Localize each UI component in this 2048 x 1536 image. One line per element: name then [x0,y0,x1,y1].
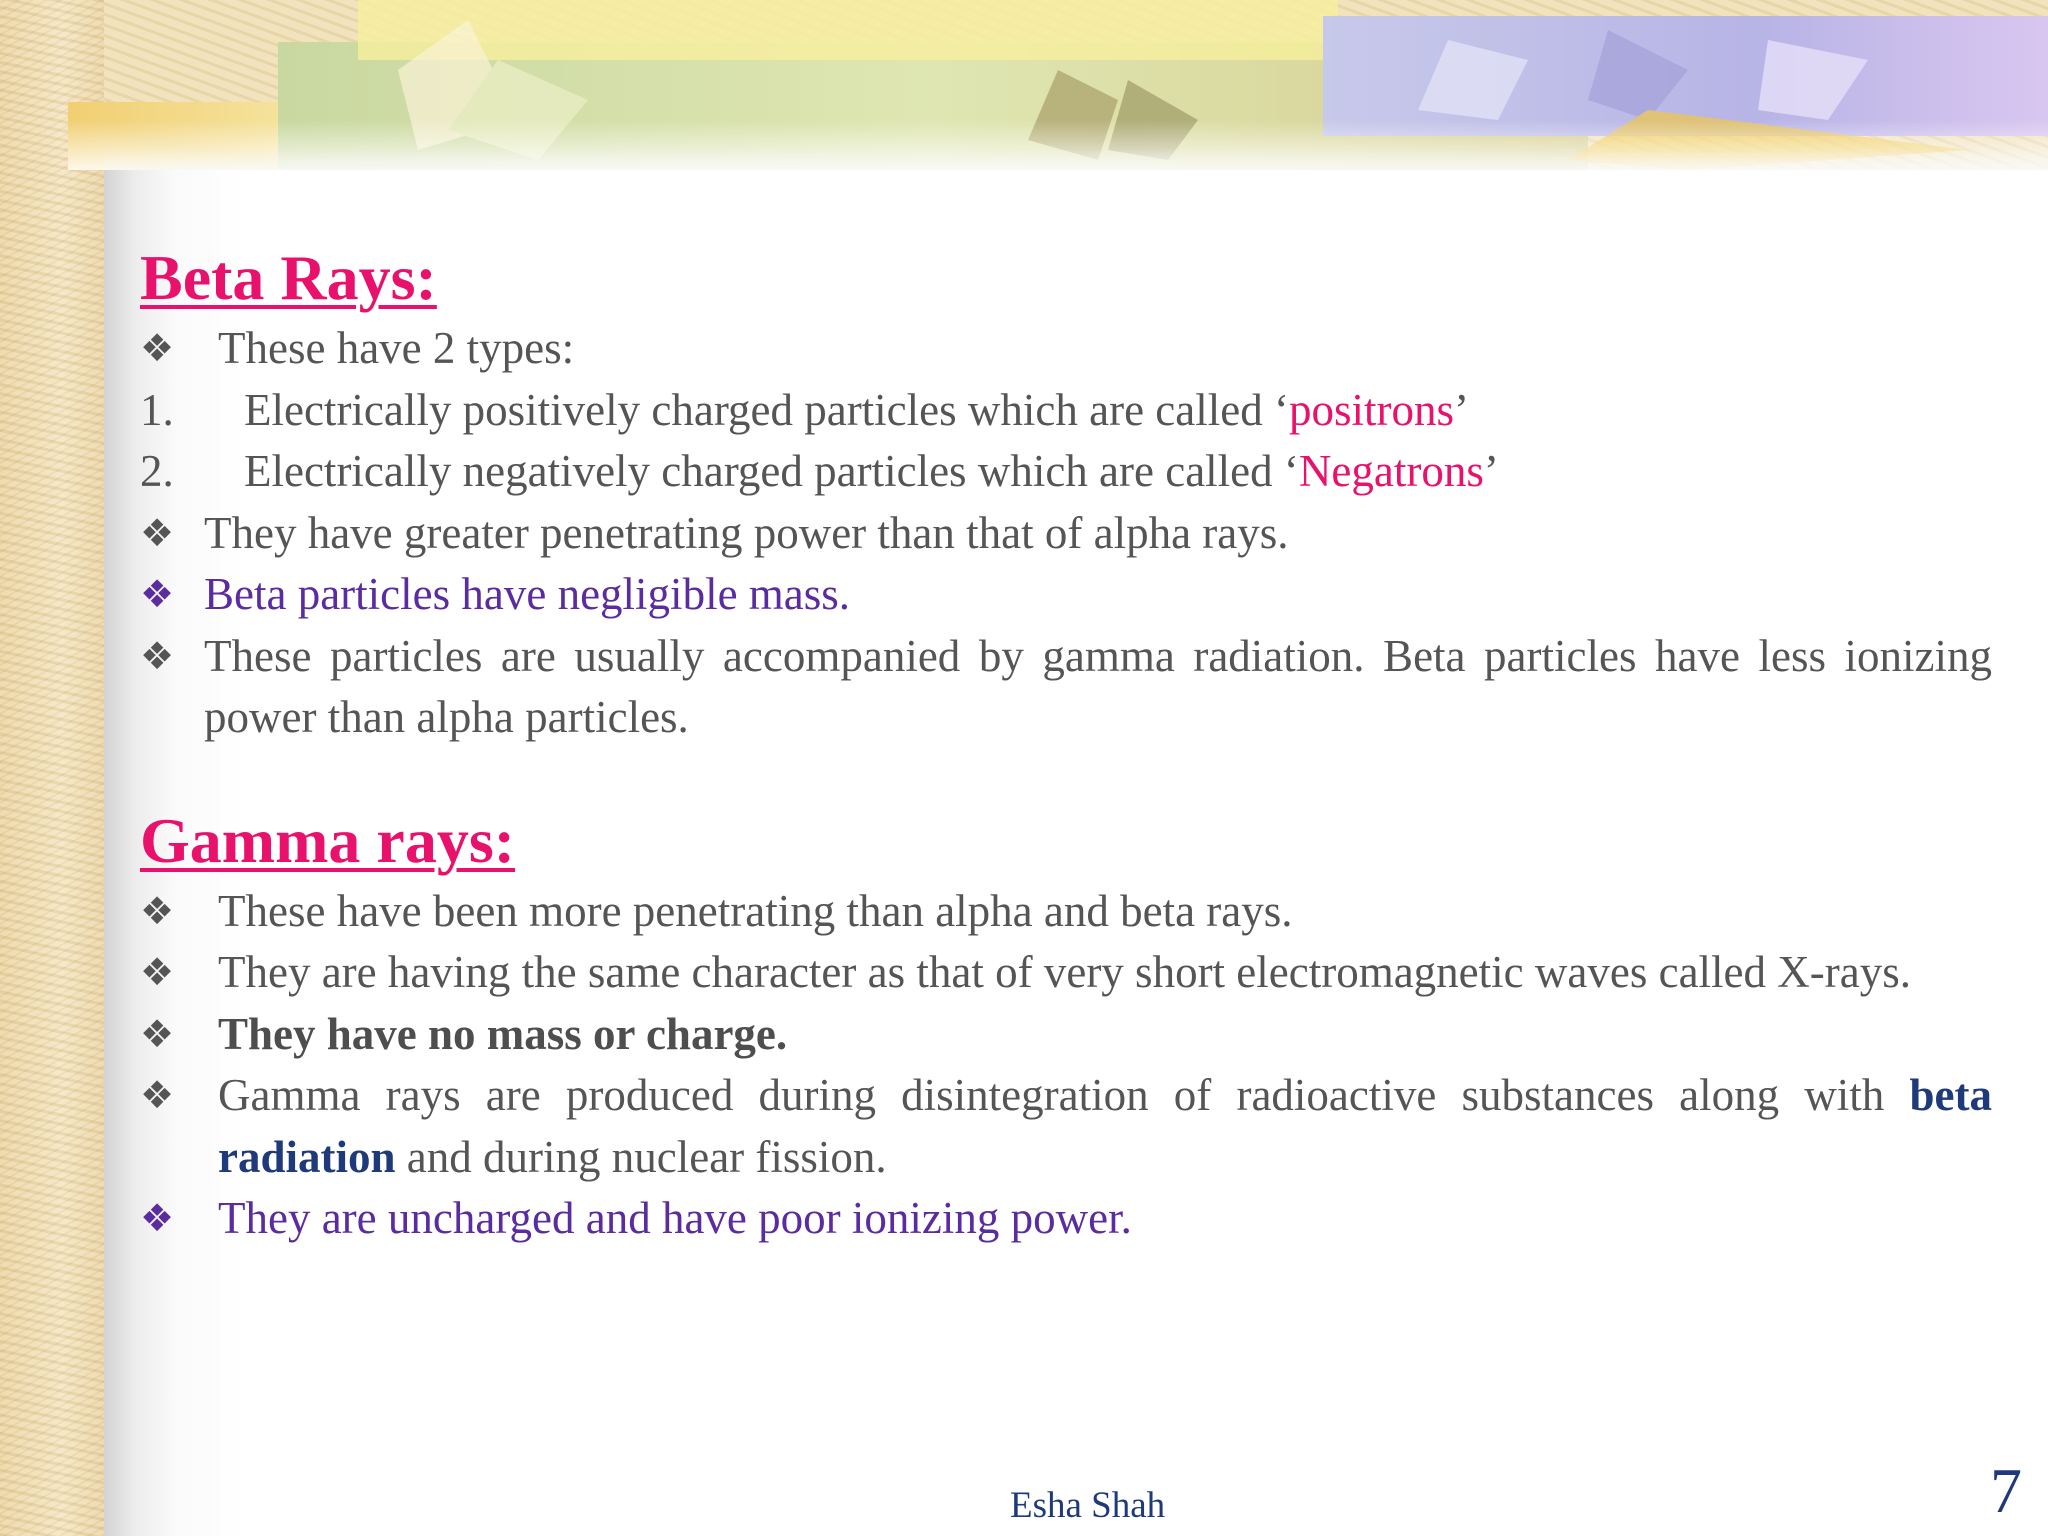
page-number: 7 [1990,1455,2022,1526]
beta-point-3: These particles are usually accompanied by gamma radiation. Beta particles have less ionizing power than alpha particles. [204,630,1992,742]
beta-heading: Beta Rays: [140,242,437,313]
beta-type-1-close: ’ [1453,384,1469,435]
beta-point-1: They have greater penetrating power than that of alpha rays. [204,507,1289,558]
diamond-bullet-icon: ❖ [140,1011,175,1056]
gamma-list [140,881,1992,1250]
list-item [140,1188,1992,1250]
footer-author: Esha Shah [1010,1485,1166,1526]
gamma-point-4 [140,1065,1992,1188]
list-item [140,942,1992,1004]
gamma-point-1: These have been more penetrating than alpha and beta rays. [218,885,1293,936]
positrons-term: positrons [1288,384,1454,435]
gamma-point-3: They have no mass or charge. [218,1008,788,1059]
negatrons-term: Negatrons [1298,446,1484,496]
diamond-bullet-icon: ❖ [140,633,175,678]
gamma-point-4-end: and during nuclear fission. [395,1131,887,1182]
beta-point-2: Beta particles have negligible mass. [204,569,851,619]
beta-type-2-text: Electrically negatively charged particles which are called ‘ [244,446,1299,496]
list-item [140,380,1992,442]
diamond-bullet-icon: ❖ [140,326,175,370]
gamma-heading: Gamma rays: [140,804,516,876]
list-item [140,318,1992,380]
banner-art [68,0,2048,170]
diamond-bullet-icon: ❖ [140,1196,175,1240]
gamma-point-5: They are uncharged and have poor ionizing power. [218,1193,1132,1243]
slide-content [140,238,1992,1250]
item-number: 2. [140,446,174,496]
parchment-background-left [0,0,104,1536]
item-number: 1. [140,384,174,435]
list-item [140,1004,1992,1066]
list-item [140,441,1992,503]
diamond-bullet-icon: ❖ [140,950,175,994]
gamma-point-4-text: Gamma rays are produced during disintegration of radioactive substances along with [218,1070,1910,1120]
beta-type-1-text: Electrically positively charged particles which are called ‘ [244,384,1289,435]
list-item [140,881,1992,943]
decorative-banner [68,0,2048,170]
diamond-bullet-icon: ❖ [140,572,175,616]
diamond-bullet-icon: ❖ [140,888,175,933]
beta-radiation-term: beta radiation [218,1070,1992,1182]
beta-type-2-close: ’ [1483,446,1499,496]
diamond-bullet-icon: ❖ [140,510,175,555]
list-item [140,626,1992,749]
list-item [140,564,1992,626]
beta-type-1 [140,380,1992,442]
list-item [140,1065,1992,1188]
list-item [140,503,1992,565]
beta-list [140,318,1992,749]
diamond-bullet-icon: ❖ [140,1073,175,1117]
gamma-point-2: They are having the same character as that of very short electromagnetic waves called X-rays. [218,947,1911,997]
beta-intro: These have 2 types: [218,323,575,373]
beta-type-2 [140,441,1992,503]
